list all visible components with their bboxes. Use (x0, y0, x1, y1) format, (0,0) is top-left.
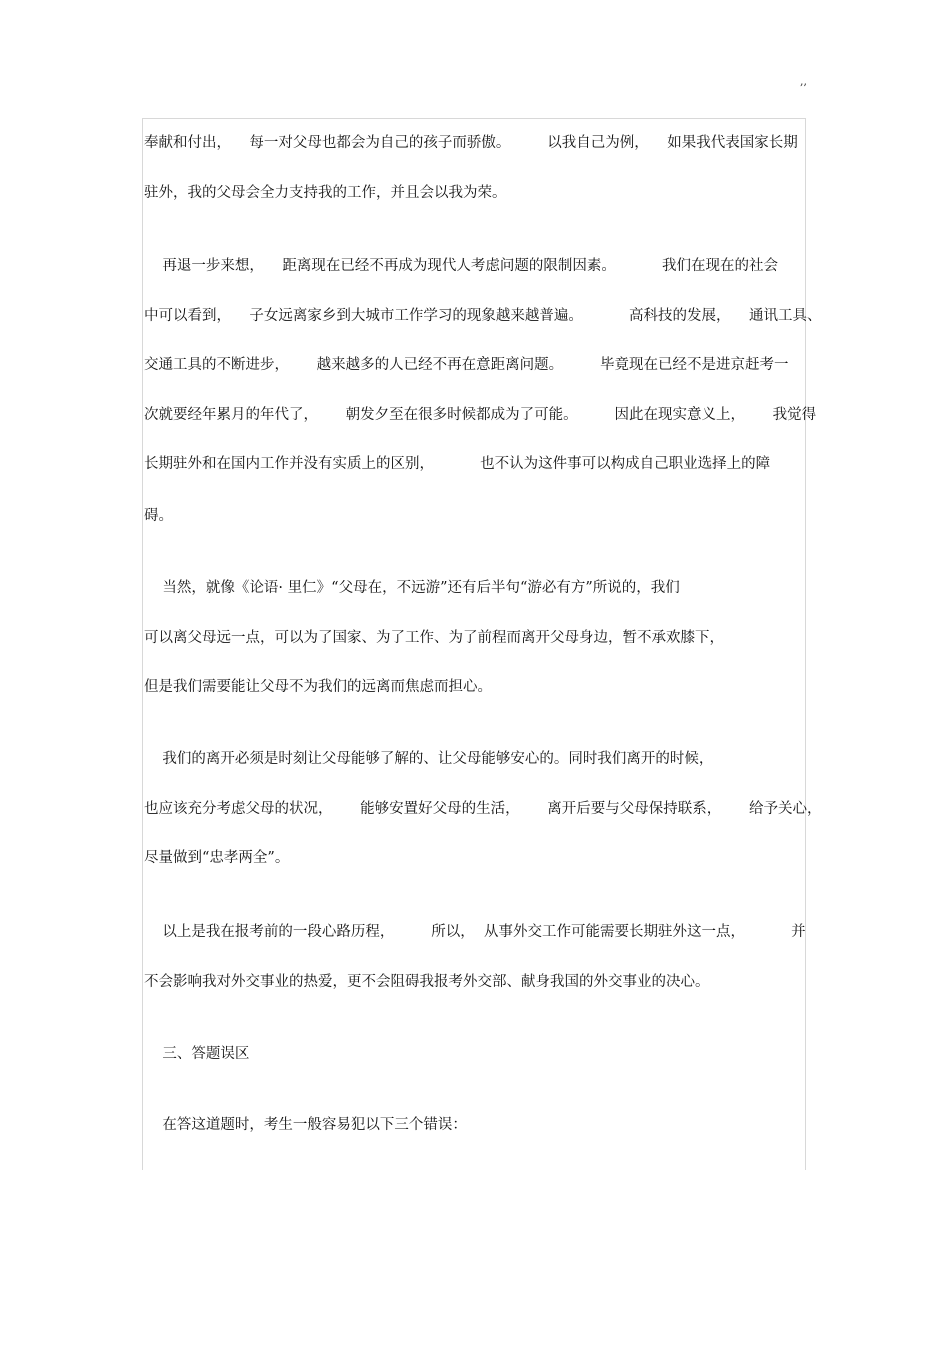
text-line: 长期驻外和在国内工作并没有实质上的区别， 也不认为这件事可以构成自己职业选择上的障 (144, 456, 771, 472)
text-line: 当然，就像《论语· 里仁》“父母在，不远游”还有后半句“游必有方”所说的，我们 (144, 580, 680, 596)
text-line: 在答这道题时，考生一般容易犯以下三个错误： (144, 1117, 467, 1133)
page-corner-mark: ,, (800, 75, 807, 88)
text-line: 不会影响我对外交事业的热爱，更不会阻碍我报考外交部、献身我国的外交事业的决心。 (144, 974, 710, 990)
text-line: 尽量做到“忠孝两全”。 (144, 850, 290, 866)
text-line: 可以离父母远一点，可以为了国家、为了工作、为了前程而离开父母身边，暂不承欢膝下， (144, 630, 724, 646)
text-line: 以上是我在报考前的一段心路历程， 所以， 从事外交工作可能需要长期驻外这一点， 并 (144, 924, 806, 940)
section-heading: 三、答题误区 (144, 1046, 250, 1062)
text-line: 再退一步来想， 距离现在已经不再成为现代人考虑问题的限制因素。 我们在现在的社会 (144, 258, 778, 274)
text-line: 我们的离开必须是时刻让父母能够了解的、让父母能够安心的。同时我们离开的时候， (144, 751, 714, 767)
text-line: 也应该充分考虑父母的状况， 能够安置好父母的生活， 离开后要与父母保持联系， 给予关心， (144, 801, 822, 817)
text-line: 交通工具的不断进步， 越来越多的人已经不再在意距离问题。 毕竟现在已经不是进京赶考一 (144, 357, 789, 373)
text-line: 驻外，我的父母会全力支持我的工作，并且会以我为荣。 (144, 185, 507, 201)
text-line: 但是我们需要能让父母不为我们的远离而焦虑而担心。 (144, 679, 492, 695)
text-line: 奉献和付出， 每一对父母也都会为自己的孩子而骄傲。 以我自己为例， 如果我代表国家长期 (144, 135, 798, 151)
text-line: 次就要经年累月的年代了， 朝发夕至在很多时候都成为了可能。 因此在现实意义上， 我觉得 (144, 407, 817, 423)
text-line: 中可以看到， 子女远离家乡到大城市工作学习的现象越来越普遍。 高科技的发展， 通讯工具、 (144, 308, 822, 324)
text-line: 碍。 (144, 508, 173, 524)
